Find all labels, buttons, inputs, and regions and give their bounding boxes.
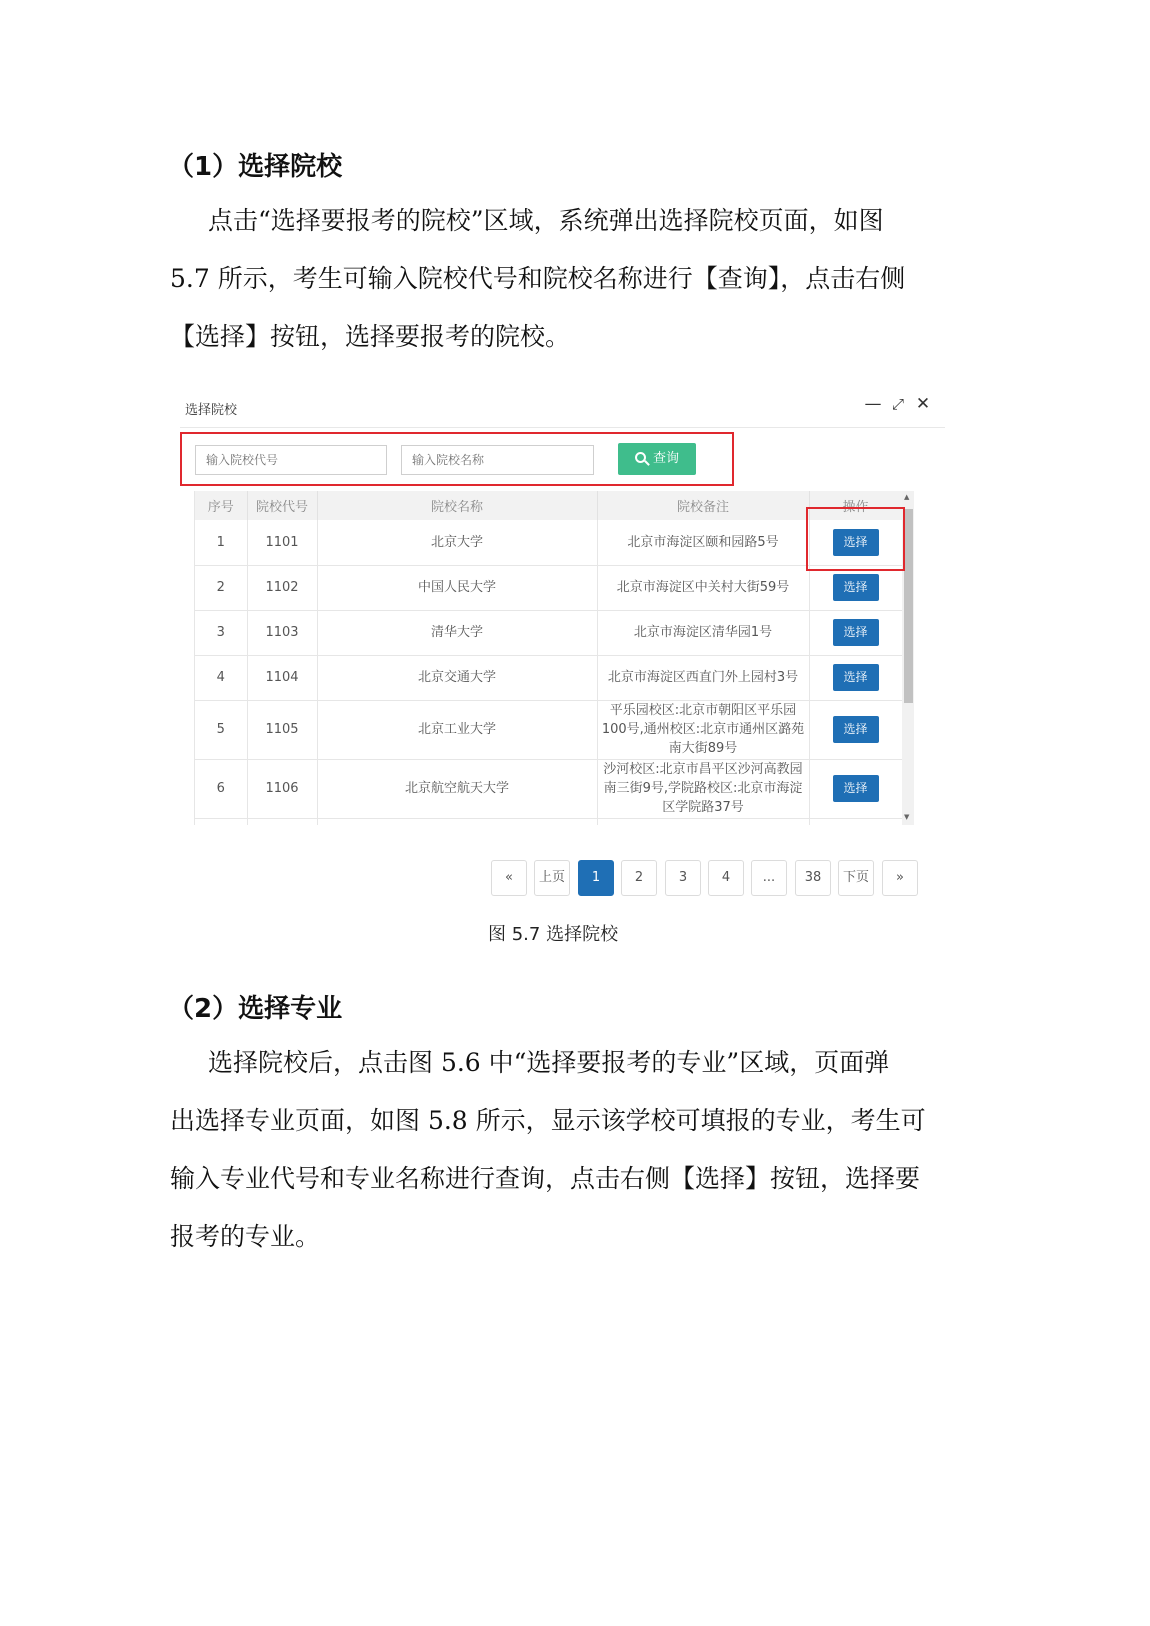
table-row xyxy=(195,700,902,759)
cell-action xyxy=(809,655,902,700)
cell-no: 1 xyxy=(195,520,247,565)
paragraph-line: 出选择专业页面，如图 5.8 所示，显示该学校可填报的专业，考生可 xyxy=(170,1106,926,1135)
page-button[interactable]: 1 xyxy=(578,860,614,896)
dialog-title: 选择院校 xyxy=(185,403,238,418)
cell-note: 北京市海淀区清华园1号 xyxy=(597,610,809,655)
cell-note: 北京市海淀区颐和园路5号 xyxy=(597,520,809,565)
paragraph-line: 【选择】按钮，选择要报考的院校。 xyxy=(170,322,571,351)
column-header-no: 序号 xyxy=(195,491,247,520)
table-row xyxy=(195,610,902,655)
cell-name: 中国人民大学 xyxy=(317,565,597,610)
cell-action xyxy=(809,700,902,759)
cell-code: 1103 xyxy=(247,610,317,655)
page-button[interactable]: 38 xyxy=(795,860,831,896)
select-button[interactable]: 选择 xyxy=(833,574,879,601)
cell-note: 北京市海淀区西直门外上园村3号 xyxy=(597,655,809,700)
school-code-input[interactable] xyxy=(195,445,387,475)
cell-name: 清华大学 xyxy=(317,610,597,655)
scroll-down-arrow-icon[interactable]: ▼ xyxy=(904,813,910,821)
next-page-button[interactable]: 下页 xyxy=(838,860,874,896)
first-page-button[interactable]: « xyxy=(491,860,527,896)
cell-note: 沙河校区:北京市昌平区沙河高教园南三街9号,学院路校区:北京市海淀区学院路37号 xyxy=(597,759,809,818)
select-button[interactable]: 选择 xyxy=(833,775,879,802)
minimize-icon[interactable]: — xyxy=(864,394,882,414)
search-icon xyxy=(635,452,646,463)
search-button-label: 查询 xyxy=(652,451,679,466)
search-highlight-box xyxy=(180,432,734,486)
cell-code: 1106 xyxy=(247,759,317,818)
cell-no: 4 xyxy=(195,655,247,700)
search-button[interactable] xyxy=(618,443,696,475)
table-row xyxy=(195,655,902,700)
cell-action xyxy=(809,565,902,610)
page-button[interactable]: 3 xyxy=(665,860,701,896)
paragraph-line: 点击“选择要报考的院校”区域，系统弹出选择院校页面，如图 xyxy=(208,206,884,235)
cell-code: 1104 xyxy=(247,655,317,700)
cell-action xyxy=(809,759,902,818)
cell-note: 平乐园校区:北京市朝阳区平乐园100号,通州校区:北京市通州区潞苑南大街89号 xyxy=(597,700,809,759)
select-button[interactable]: 选择 xyxy=(833,619,879,646)
column-header-name: 院校名称 xyxy=(317,491,597,520)
column-header-note: 院校备注 xyxy=(597,491,809,520)
prev-page-button[interactable]: 上页 xyxy=(534,860,570,896)
table-row xyxy=(195,818,902,825)
column-header-code: 院校代号 xyxy=(247,491,317,520)
cell-no: 2 xyxy=(195,565,247,610)
cell-no: 3 xyxy=(195,610,247,655)
scrollbar-thumb[interactable] xyxy=(904,509,913,703)
scroll-up-arrow-icon[interactable]: ▲ xyxy=(904,493,910,501)
section-heading-select-school: （1）选择院校 xyxy=(168,152,343,182)
section1-paragraph xyxy=(170,192,945,366)
cell-code: 1105 xyxy=(247,700,317,759)
select-button[interactable]: 选择 xyxy=(833,529,879,556)
paragraph-line: 5.7 所示，考生可输入院校代号和院校名称进行【查询】，点击右侧 xyxy=(170,264,906,293)
cell-name: 北京大学 xyxy=(317,520,597,565)
page-ellipsis: ... xyxy=(751,860,787,896)
school-table xyxy=(195,491,903,825)
cell-name: 北京航空航天大学 xyxy=(317,759,597,818)
select-school-dialog xyxy=(180,387,945,917)
cell-note: 北京市海淀区中关村大街59号 xyxy=(597,565,809,610)
school-name-input[interactable] xyxy=(401,445,594,475)
page-button[interactable]: 4 xyxy=(708,860,744,896)
section2-paragraph xyxy=(170,1034,945,1266)
table-row xyxy=(195,565,902,610)
cell-code: 1101 xyxy=(247,520,317,565)
figure-caption: 图 5.7 选择院校 xyxy=(488,924,619,945)
cell-action xyxy=(809,610,902,655)
cell-name: 北京工业大学 xyxy=(317,700,597,759)
table-header-row xyxy=(195,491,902,520)
cell-code: 1102 xyxy=(247,565,317,610)
cell-name: 北京交通大学 xyxy=(317,655,597,700)
cell-no: 5 xyxy=(195,700,247,759)
paragraph-line: 选择院校后，点击图 5.6 中“选择要报考的专业”区域，页面弹 xyxy=(208,1048,890,1077)
column-header-action: 操作 xyxy=(809,491,902,520)
title-divider xyxy=(180,427,945,428)
table-row xyxy=(195,520,902,565)
last-page-button[interactable]: » xyxy=(882,860,918,896)
section-heading-select-major: （2）选择专业 xyxy=(168,994,343,1024)
table-row xyxy=(195,759,902,818)
select-button[interactable]: 选择 xyxy=(833,664,879,691)
select-button-highlight-box xyxy=(806,507,905,571)
close-icon[interactable]: ✕ xyxy=(915,394,931,414)
paragraph-line: 报考的专业。 xyxy=(170,1222,321,1251)
page-button[interactable]: 2 xyxy=(621,860,657,896)
cell-no: 6 xyxy=(195,759,247,818)
paragraph-line: 输入专业代号和专业名称进行查询，点击右侧【选择】按钮，选择要 xyxy=(170,1164,921,1193)
maximize-icon[interactable]: ⤢ xyxy=(891,395,904,413)
select-button[interactable]: 选择 xyxy=(833,716,879,743)
